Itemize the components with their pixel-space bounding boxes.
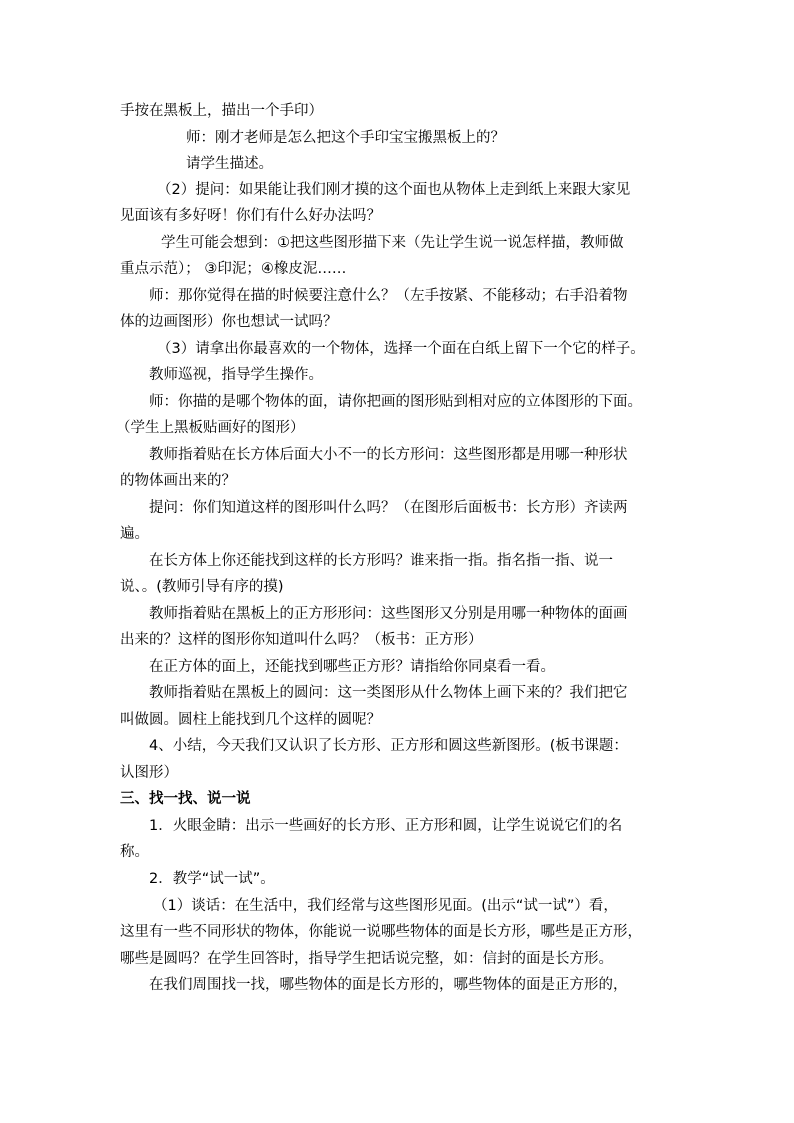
text-line: 教师巡视，指导学生操作。 xyxy=(149,367,323,383)
section-heading: 三、找一找、说一说 xyxy=(120,791,251,807)
text-line: 1．火眼金睛：出示一些画好的长方形、正方形和圆，让学生说说它们的名 xyxy=(149,818,623,834)
text-line: 教师指着贴在长方体后面大小不一的长方形问：这些图形都是用哪一种形状 xyxy=(149,447,628,463)
text-line: 见面该有多好呀！你们有什么好办法吗？ xyxy=(120,208,381,224)
text-line: 遍。 xyxy=(120,526,149,542)
text-line: 2．教学“试一试”。 xyxy=(149,871,275,887)
text-line: （1）谈话：在生活中，我们经常与这些图形见面。(出示“试一试”）看， xyxy=(153,898,618,914)
text-line: 教师指着贴在黑板上的圆问：这一类图形从什么物体上画下来的？我们把它 xyxy=(149,685,628,701)
text-line: （3）请拿出你最喜欢的一个物体，选择一个面在白纸上留下一个它的样子。 xyxy=(157,341,645,357)
text-line: 认图形） xyxy=(120,765,178,781)
text-line: 说、。(教师引导有序的摸) xyxy=(120,579,284,595)
text-line: （学生上黑板贴画好的图形） xyxy=(116,420,305,436)
text-line: 请学生描述。 xyxy=(186,156,273,172)
text-line: 提问：你们知道这样的图形叫什么吗？（在图形后面板书：长方形）齐读两 xyxy=(149,500,628,516)
text-line: 体的边画图形）你也想试一试吗？ xyxy=(120,314,338,330)
text-line: 叫做圆。圆柱上能找到几个这样的圆呢？ xyxy=(120,712,381,728)
text-line: 的物体画出来的？ xyxy=(120,473,236,489)
text-line: 教师指着贴在黑板上的正方形形问：这些图形又分别是用哪一种物体的面画 xyxy=(149,606,628,622)
text-line: 师：刚才老师是怎么把这个手印宝宝搬黑板上的？ xyxy=(186,130,505,146)
text-line: （2）提问：如果能让我们刚才摸的这个面也从物体上走到纸上来跟大家见 xyxy=(157,182,631,198)
text-line: 师：你描的是哪个物体的面，请你把画的图形贴到相对应的立体图形的下面。 xyxy=(149,394,642,410)
text-line: 手按在黑板上，描出一个手印） xyxy=(120,103,323,119)
text-line: 称。 xyxy=(120,844,149,860)
text-line: 在正方体的面上，还能找到哪些正方形？请指给你同桌看一看。 xyxy=(149,659,555,675)
text-line: 在长方体上你还能找到这样的长方形吗？谁来指一指。指名指一指、说一 xyxy=(149,553,613,569)
text-line: 哪些是圆吗？在学生回答时，指导学生把话说完整，如：信封的面是长方形。 xyxy=(120,951,613,967)
text-line: 4、小结，今天我们又认识了长方形、正方形和圆这些新图形。(板书课题： xyxy=(149,738,628,754)
text-line: 这里有一些不同形状的物体，你能说一说哪些物体的面是长方形，哪些是正方形， xyxy=(120,924,642,940)
text-line: 师：那你觉得在描的时候要注意什么？（左手按紧、不能移动；右手沿着物 xyxy=(149,288,628,304)
text-line: 出来的？这样的图形你知道叫什么吗？（板书：正方形） xyxy=(120,632,483,648)
text-line: 重点示范）； ③印泥；④橡皮泥…… xyxy=(120,261,347,277)
text-line: 在我们周围找一找，哪些物体的面是长方形的，哪些物体的面是正方形的， xyxy=(149,977,628,993)
text-line: 学生可能会想到：①把这些图形描下来（先让学生说一说怎样描，教师做 xyxy=(161,235,624,251)
